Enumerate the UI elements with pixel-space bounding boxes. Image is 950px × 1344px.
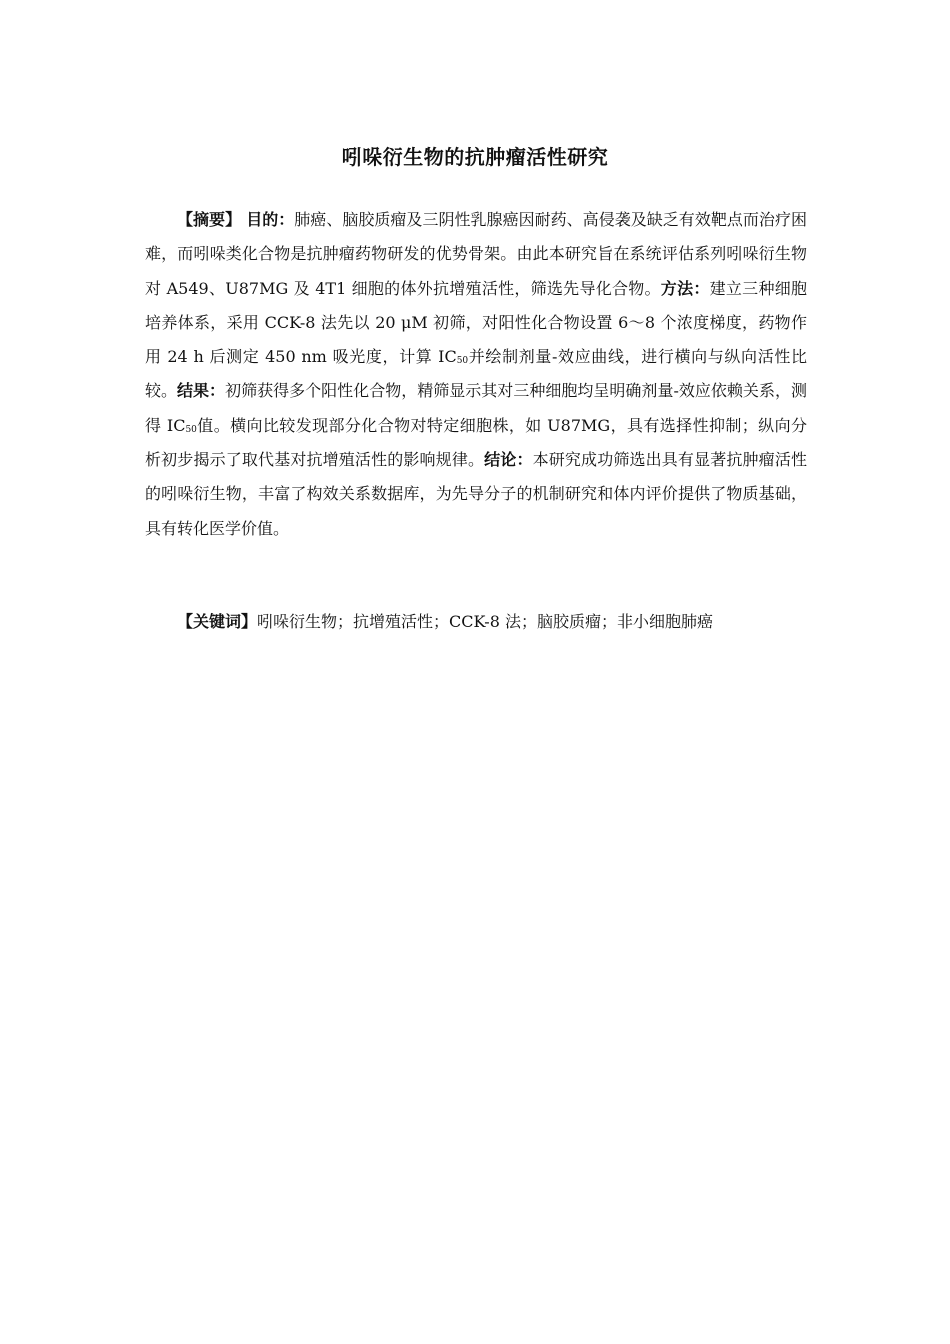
results-text-continued: 值。横向比较发现部分化合物对特定细胞株，如 U87MG，具有选择性抑制；纵向分析初步揭示了取代基对抗增殖活性的影响规律。 <box>145 415 807 470</box>
methods-text-continued: 并绘制剂量-效应曲线，进行横向与纵向活性比较。 <box>145 347 807 401</box>
abstract-label: 【摘要】 <box>177 210 242 229</box>
methods-text: 建立三种细胞培养体系，采用 CCK-8 法先以 20 μM 初筛，对阳性化合物设置 6～8 个浓度梯度，药物作用 24 h 后测定 450 nm 吸光度，计算 IC <box>145 278 807 367</box>
conclusion-label: 结论： <box>484 450 533 470</box>
methods-label: 方法： <box>660 278 710 298</box>
keywords-label: 【关键词】 <box>177 612 258 631</box>
results-label: 结果： <box>177 381 226 401</box>
ic50-subscript: 50 <box>456 356 469 367</box>
results-text: 初筛获得多个阳性化合物，精筛显示其对三种细胞均呈明确剂量-效应依赖关系，测得 IC <box>145 381 807 435</box>
document-title: 吲哚衍生物的抗肿瘤活性研究 <box>341 145 609 169</box>
abstract-paragraph <box>145 203 807 546</box>
keywords-text: 吲哚衍生物；抗增殖活性；CCK-8 法；脑胶质瘤；非小细胞肺癌 <box>257 612 713 631</box>
objective-text: 肺癌、脑胶质瘤及三阴性乳腺癌因耐药、高侵袭及缺乏有效靶点而治疗困难，而吲哚类化合物是抗肿瘤药物研发的优势骨架。由此本研究旨在系统评估系列吲哚衍生物对 A549、U87MG 及 4T1 细胞的体外抗增殖活性，筛选先导化合物。 <box>145 210 807 298</box>
objective-label: 目的： <box>246 210 295 229</box>
ic50-subscript: 50 <box>185 424 197 435</box>
conclusion-text: 本研究成功筛选出具有显著抗肿瘤活性的吲哚衍生物，丰富了构效关系数据库，为先导分子的机制研究和体内评价提供了物质基础，具有转化医学价值。 <box>145 450 807 538</box>
keywords-paragraph <box>145 605 807 639</box>
